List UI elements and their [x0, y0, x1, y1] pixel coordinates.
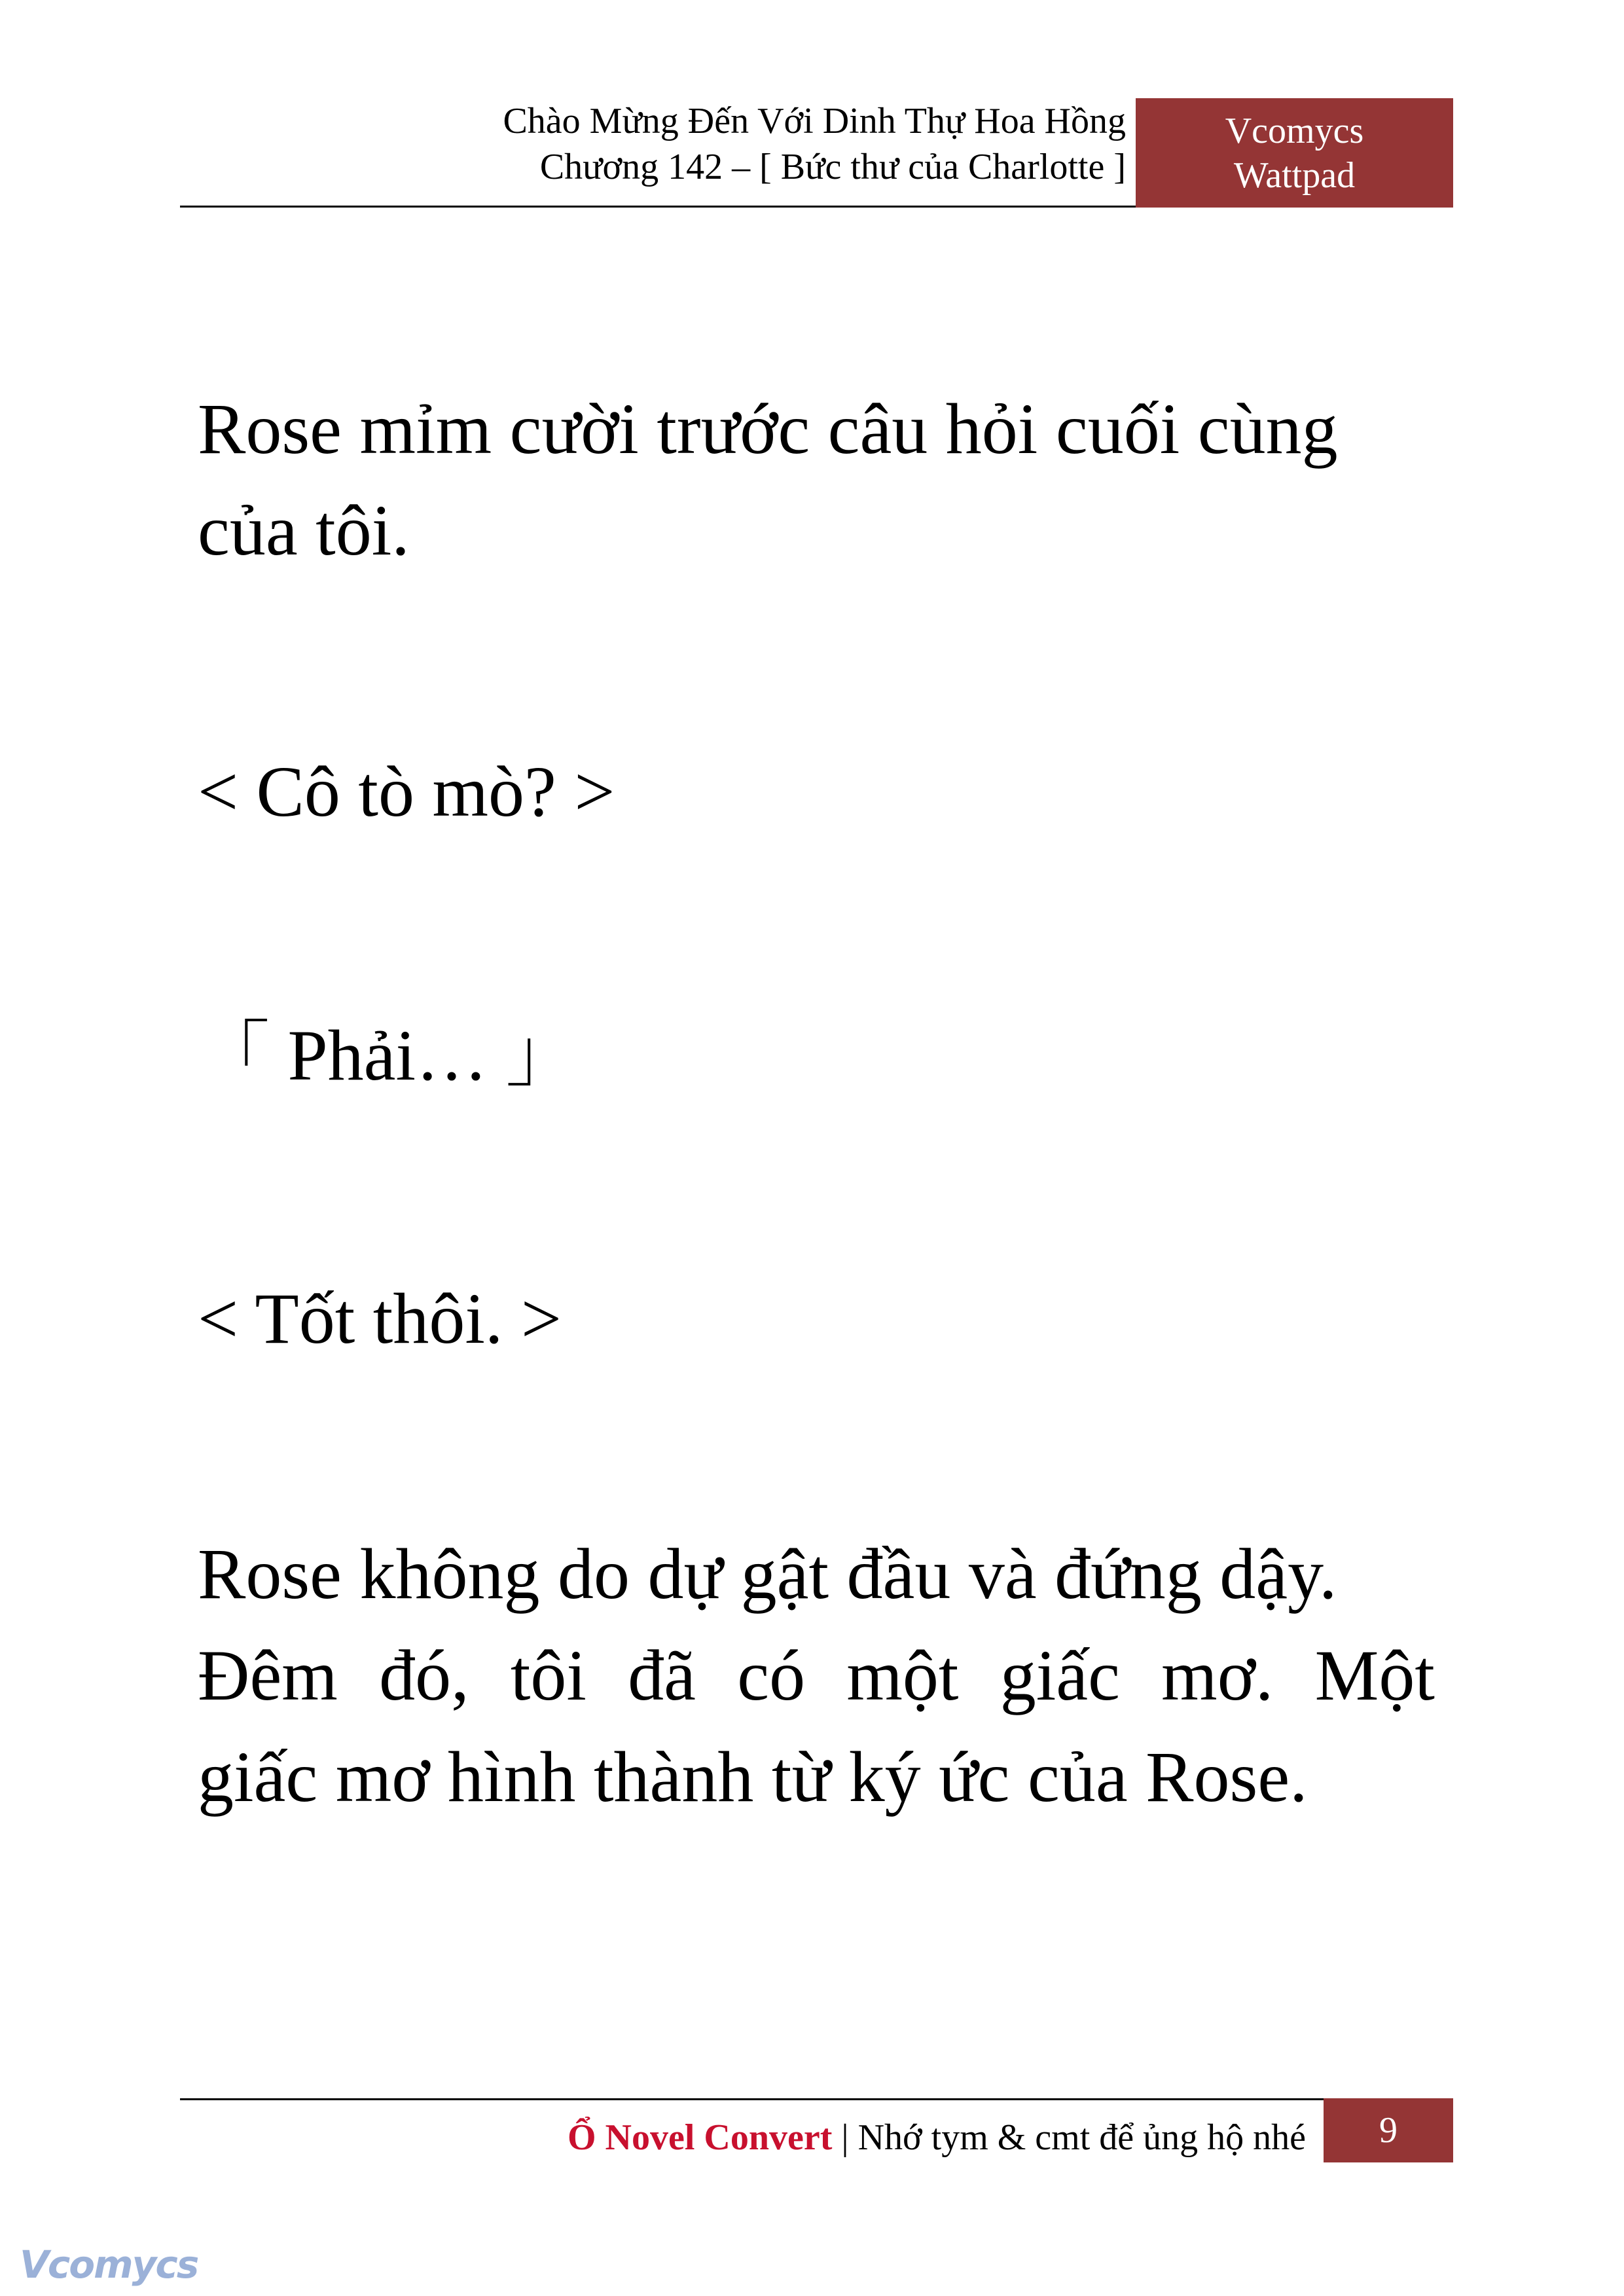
footer-separator: |: [832, 2117, 858, 2158]
paragraph-1: [198, 378, 1435, 581]
paragraph-1-line-2: của tôi.: [198, 490, 410, 570]
header-divider: [180, 206, 1136, 208]
page-number: 9: [1324, 2098, 1453, 2162]
footer-divider: [180, 2098, 1332, 2100]
paragraph-5-line-2: Đêm đó, tôi đã có một giấc mơ. Một: [198, 1635, 1435, 1715]
footer-brand: Ổ Novel Convert: [568, 2117, 833, 2158]
badge-platform-name: Wattpad: [1233, 155, 1356, 196]
chapter-title: Chương 142 – [ Bức thư của Charlotte ]: [539, 147, 1126, 187]
paragraph-5-line-3: giấc mơ hình thành từ ký ức của Rose.: [198, 1737, 1308, 1817]
book-title: Chào Mừng Đến Với Dinh Thự Hoa Hồng: [503, 101, 1126, 141]
paragraph-1-line-1: Rose mỉm cười trước câu hỏi cuối cùng: [198, 389, 1338, 469]
source-badge: [1136, 98, 1453, 208]
footer-text: [180, 2105, 1306, 2170]
paragraph-5-line-1: Rose không do dự gật đầu và đứng dậy.: [198, 1534, 1337, 1614]
paragraph-2: < Cô tò mò? >: [198, 752, 615, 831]
badge-site-name: Vcomycs: [1225, 111, 1364, 151]
paragraph-5: [198, 1523, 1435, 1828]
footer-message: Nhớ tym & cmt để ủng hộ nhé: [857, 2117, 1306, 2158]
paragraph-3: 「 Phải… 」: [198, 1015, 578, 1095]
header-title-block: [177, 98, 1126, 190]
paragraph-4: < Tốt thôi. >: [198, 1279, 562, 1358]
watermark-logo: Vcomycs: [20, 2242, 198, 2287]
